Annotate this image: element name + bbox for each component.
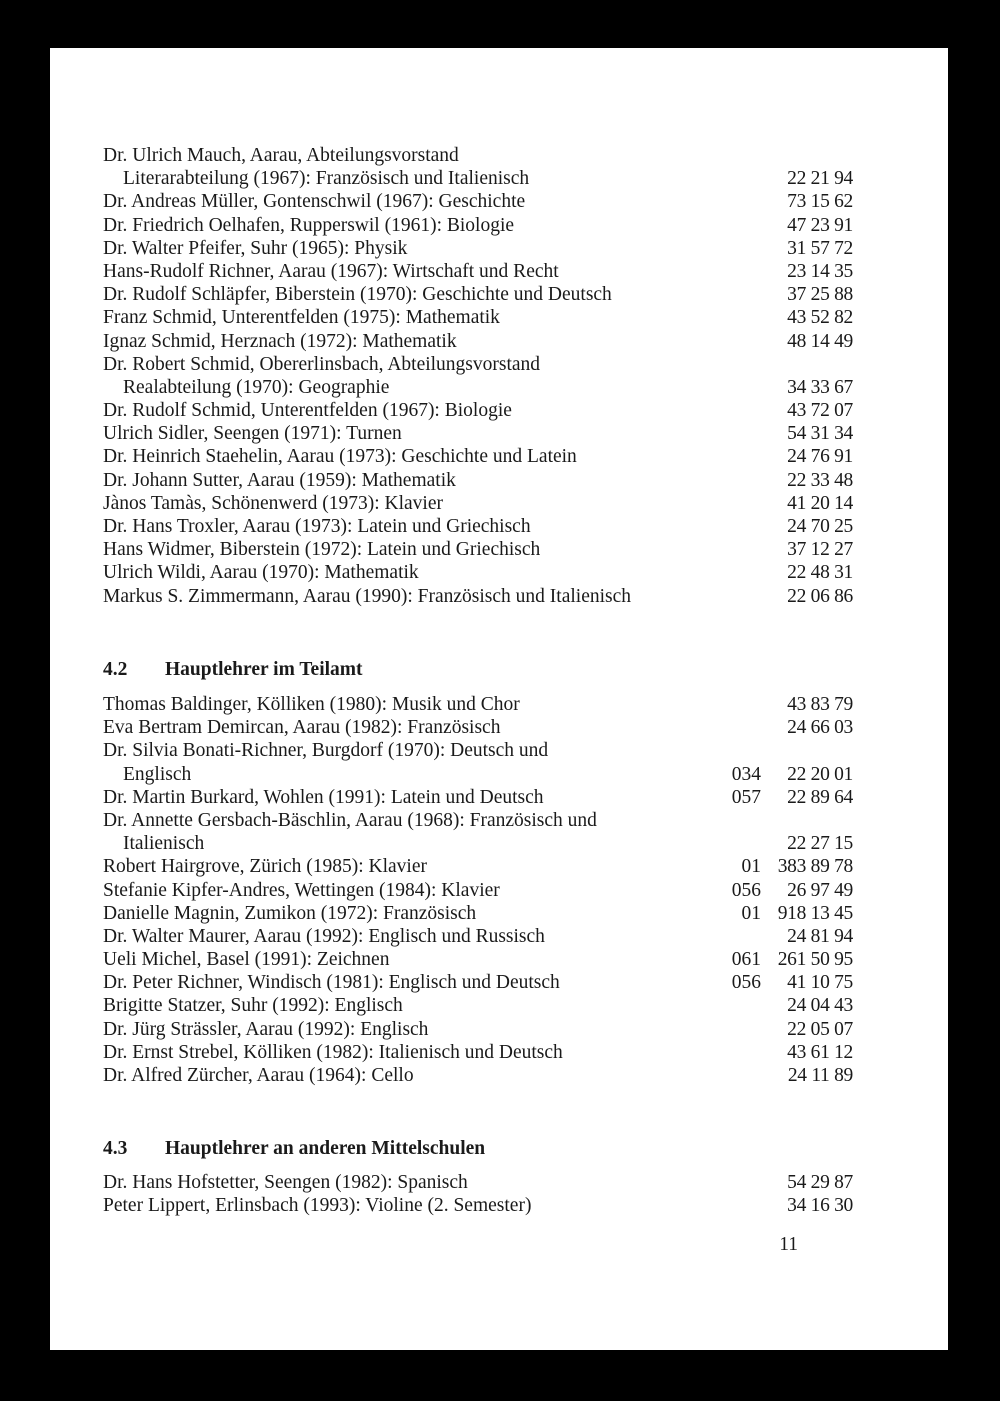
entry-text: Dr. Friedrich Oelhafen, Rupperswil (1961): Biologie xyxy=(103,214,515,236)
phone-number: 24 81 94 xyxy=(787,925,853,947)
page-number: 11 xyxy=(779,1234,798,1255)
list-item xyxy=(103,561,863,584)
list-item xyxy=(103,1064,863,1087)
entry-text: Franz Schmid, Unterentfelden (1975): Mathematik xyxy=(103,307,500,329)
list-item xyxy=(103,515,863,538)
entry-text: Stefanie Kipfer-Andres, Wettingen (1984): Klavier xyxy=(103,879,500,901)
list-item xyxy=(103,832,863,855)
phone-number: 43 61 12 xyxy=(787,1041,853,1063)
phone-number: 43 72 07 xyxy=(787,400,853,422)
list-item xyxy=(103,260,863,283)
phone-number: 24 11 89 xyxy=(787,1065,853,1086)
entry-text: Dr. Hans Troxler, Aarau (1973): Latein und Griechisch xyxy=(103,516,531,537)
section-title: Hauptlehrer an anderen Mittelschulen xyxy=(165,1138,486,1159)
list-item xyxy=(103,469,863,492)
phone-number: 23 14 35 xyxy=(787,260,853,282)
staff-list-full-time xyxy=(103,144,863,608)
section-heading-4-2 xyxy=(103,658,363,681)
area-code: 057 xyxy=(731,786,761,808)
list-item xyxy=(103,809,863,832)
phone-number: 22 20 01 xyxy=(787,763,853,785)
list-item xyxy=(103,445,863,468)
phone-number: 22 48 31 xyxy=(787,562,853,584)
entry-text: Hans-Rudolf Richner, Aarau (1967): Wirtschaft und Recht xyxy=(103,260,559,282)
list-item xyxy=(103,948,863,971)
entry-text: Ueli Michel, Basel (1991): Zeichnen xyxy=(103,949,390,971)
section-number: 4.3 xyxy=(103,1138,128,1159)
phone-number: 22 33 48 xyxy=(787,469,853,491)
phone-number: 37 25 88 xyxy=(787,284,853,306)
entry-text: Jànos Tamàs, Schönenwerd (1973): Klavier xyxy=(103,492,443,514)
phone-number: 34 16 30 xyxy=(787,1195,853,1217)
phone-number: 22 05 07 xyxy=(787,1018,853,1040)
entry-text: Ulrich Sidler, Seengen (1971): Turnen xyxy=(103,423,402,445)
staff-list-part-time xyxy=(103,693,863,1087)
phone-number: 47 23 91 xyxy=(787,214,853,236)
entry-text: Dr. Rudolf Schmid, Unterentfelden (1967): Biologie xyxy=(103,400,512,422)
list-item xyxy=(103,585,863,608)
list-item xyxy=(103,167,863,190)
list-item xyxy=(103,786,863,809)
entry-text: Literarabteilung (1967): Französisch und Italienisch xyxy=(123,168,530,190)
entry-text: Robert Hairgrove, Zürich (1985): Klavier xyxy=(103,856,427,878)
entry-text: Dr. Walter Maurer, Aarau (1992): Englisch und Russisch xyxy=(103,925,545,947)
staff-list-other-schools xyxy=(103,1171,863,1217)
phone-number: 37 12 27 xyxy=(787,539,853,561)
list-item xyxy=(103,330,863,353)
list-item xyxy=(103,237,863,260)
entry-text: Dr. Rudolf Schläpfer, Biberstein (1970): Geschichte und Deutsch xyxy=(103,284,612,306)
entry-text: Italienisch xyxy=(123,833,205,855)
phone-number: 24 04 43 xyxy=(787,995,853,1017)
entry-text: Dr. Martin Burkard, Wohlen (1991): Latein und Deutsch xyxy=(103,786,544,808)
phone-number: 34 33 67 xyxy=(787,376,853,398)
phone-number: 24 66 03 xyxy=(787,717,853,739)
entry-text: Dr. Annette Gersbach-Bäschlin, Aarau (1968): Französisch und xyxy=(103,809,597,831)
phone-number: 43 83 79 xyxy=(787,694,853,715)
phone-number: 43 52 82 xyxy=(787,307,853,329)
phone-number: 261 50 95 xyxy=(777,949,853,971)
entry-text: Peter Lippert, Erlinsbach (1993): Violine (2. Semester) xyxy=(103,1195,532,1217)
list-item xyxy=(103,1018,863,1041)
phone-number: 24 76 91 xyxy=(787,446,853,468)
phone-number: 383 89 78 xyxy=(777,856,853,878)
area-code: 056 xyxy=(731,972,761,994)
entry-text: Dr. Peter Richner, Windisch (1981): Englisch und Deutsch xyxy=(103,972,560,994)
list-item xyxy=(103,306,863,329)
list-item xyxy=(103,693,863,716)
entry-text: Dr. Heinrich Staehelin, Aarau (1973): Geschichte und Latein xyxy=(103,446,577,468)
list-item xyxy=(103,1041,863,1064)
area-code: 061 xyxy=(731,949,761,971)
list-item xyxy=(103,214,863,237)
list-item xyxy=(103,283,863,306)
area-code: 034 xyxy=(731,763,761,785)
phone-number: 26 97 49 xyxy=(787,879,853,901)
entry-text: Thomas Baldinger, Kölliken (1980): Musik und Chor xyxy=(103,694,520,715)
entry-text: Englisch xyxy=(123,763,192,785)
list-item xyxy=(103,739,863,762)
list-item xyxy=(103,763,863,786)
entry-text: Dr. Walter Pfeifer, Suhr (1965): Physik xyxy=(103,237,408,259)
list-item xyxy=(103,144,863,167)
entry-text: Dr. Alfred Zürcher, Aarau (1964): Cello xyxy=(103,1065,414,1086)
entry-text: Dr. Ernst Strebel, Kölliken (1982): Italienisch und Deutsch xyxy=(103,1041,563,1063)
list-item xyxy=(103,879,863,902)
phone-number: 73 15 62 xyxy=(787,191,853,213)
entry-text: Dr. Silvia Bonati-Richner, Burgdorf (1970): Deutsch und xyxy=(103,740,549,762)
entry-text: Dr. Hans Hofstetter, Seengen (1982): Spanisch xyxy=(103,1172,468,1193)
entry-text: Ulrich Wildi, Aarau (1970): Mathematik xyxy=(103,562,419,584)
entry-text: Brigitte Statzer, Suhr (1992): Englisch xyxy=(103,995,403,1017)
phone-number: 24 70 25 xyxy=(787,516,853,537)
phone-number: 31 57 72 xyxy=(787,237,853,259)
area-code: 01 xyxy=(741,856,761,878)
phone-number: 41 10 75 xyxy=(787,972,853,994)
phone-number: 48 14 49 xyxy=(787,330,853,352)
area-code: 056 xyxy=(731,879,761,901)
phone-number: 54 31 34 xyxy=(787,423,853,445)
list-item xyxy=(103,538,863,561)
phone-number: 918 13 45 xyxy=(777,902,853,924)
entry-text: Dr. Robert Schmid, Obererlinsbach, Abteilungsvorstand xyxy=(103,353,541,375)
entry-text: Eva Bertram Demircan, Aarau (1982): Französisch xyxy=(103,717,501,739)
entry-text: Markus S. Zimmermann, Aarau (1990): Französisch und Italienisch xyxy=(103,585,632,607)
phone-number: 22 06 86 xyxy=(787,585,853,607)
entry-text: Realabteilung (1970): Geographie xyxy=(123,376,390,398)
list-item xyxy=(103,902,863,925)
entry-text: Dr. Andreas Müller, Gontenschwil (1967): Geschichte xyxy=(103,191,526,213)
phone-number: 22 21 94 xyxy=(787,168,853,190)
list-item xyxy=(103,353,863,376)
entry-text: Dr. Johann Sutter, Aarau (1959): Mathematik xyxy=(103,469,456,491)
list-item xyxy=(103,855,863,878)
phone-number: 41 20 14 xyxy=(787,492,853,514)
list-item xyxy=(103,492,863,515)
list-item xyxy=(103,190,863,213)
list-item xyxy=(103,994,863,1017)
list-item xyxy=(103,1194,863,1217)
document-page xyxy=(50,48,948,1350)
list-item xyxy=(103,925,863,948)
phone-number: 54 29 87 xyxy=(787,1172,853,1193)
phone-number: 22 89 64 xyxy=(787,786,853,808)
section-heading-4-3 xyxy=(103,1137,485,1160)
entry-text: Ignaz Schmid, Herznach (1972): Mathematik xyxy=(103,330,457,352)
entry-text: Dr. Jürg Strässler, Aarau (1992): Englisch xyxy=(103,1018,429,1040)
entry-text: Dr. Ulrich Mauch, Aarau, Abteilungsvorstand xyxy=(103,145,459,166)
list-item xyxy=(103,1171,863,1194)
area-code: 01 xyxy=(741,902,761,924)
list-item xyxy=(103,399,863,422)
list-item xyxy=(103,716,863,739)
entry-text: Hans Widmer, Biberstein (1972): Latein und Griechisch xyxy=(103,539,541,561)
list-item xyxy=(103,422,863,445)
section-number: 4.2 xyxy=(103,659,128,680)
list-item xyxy=(103,376,863,399)
section-title: Hauptlehrer im Teilamt xyxy=(165,659,363,680)
entry-text: Danielle Magnin, Zumikon (1972): Französisch xyxy=(103,902,477,924)
list-item xyxy=(103,971,863,994)
phone-number: 22 27 15 xyxy=(787,833,853,855)
